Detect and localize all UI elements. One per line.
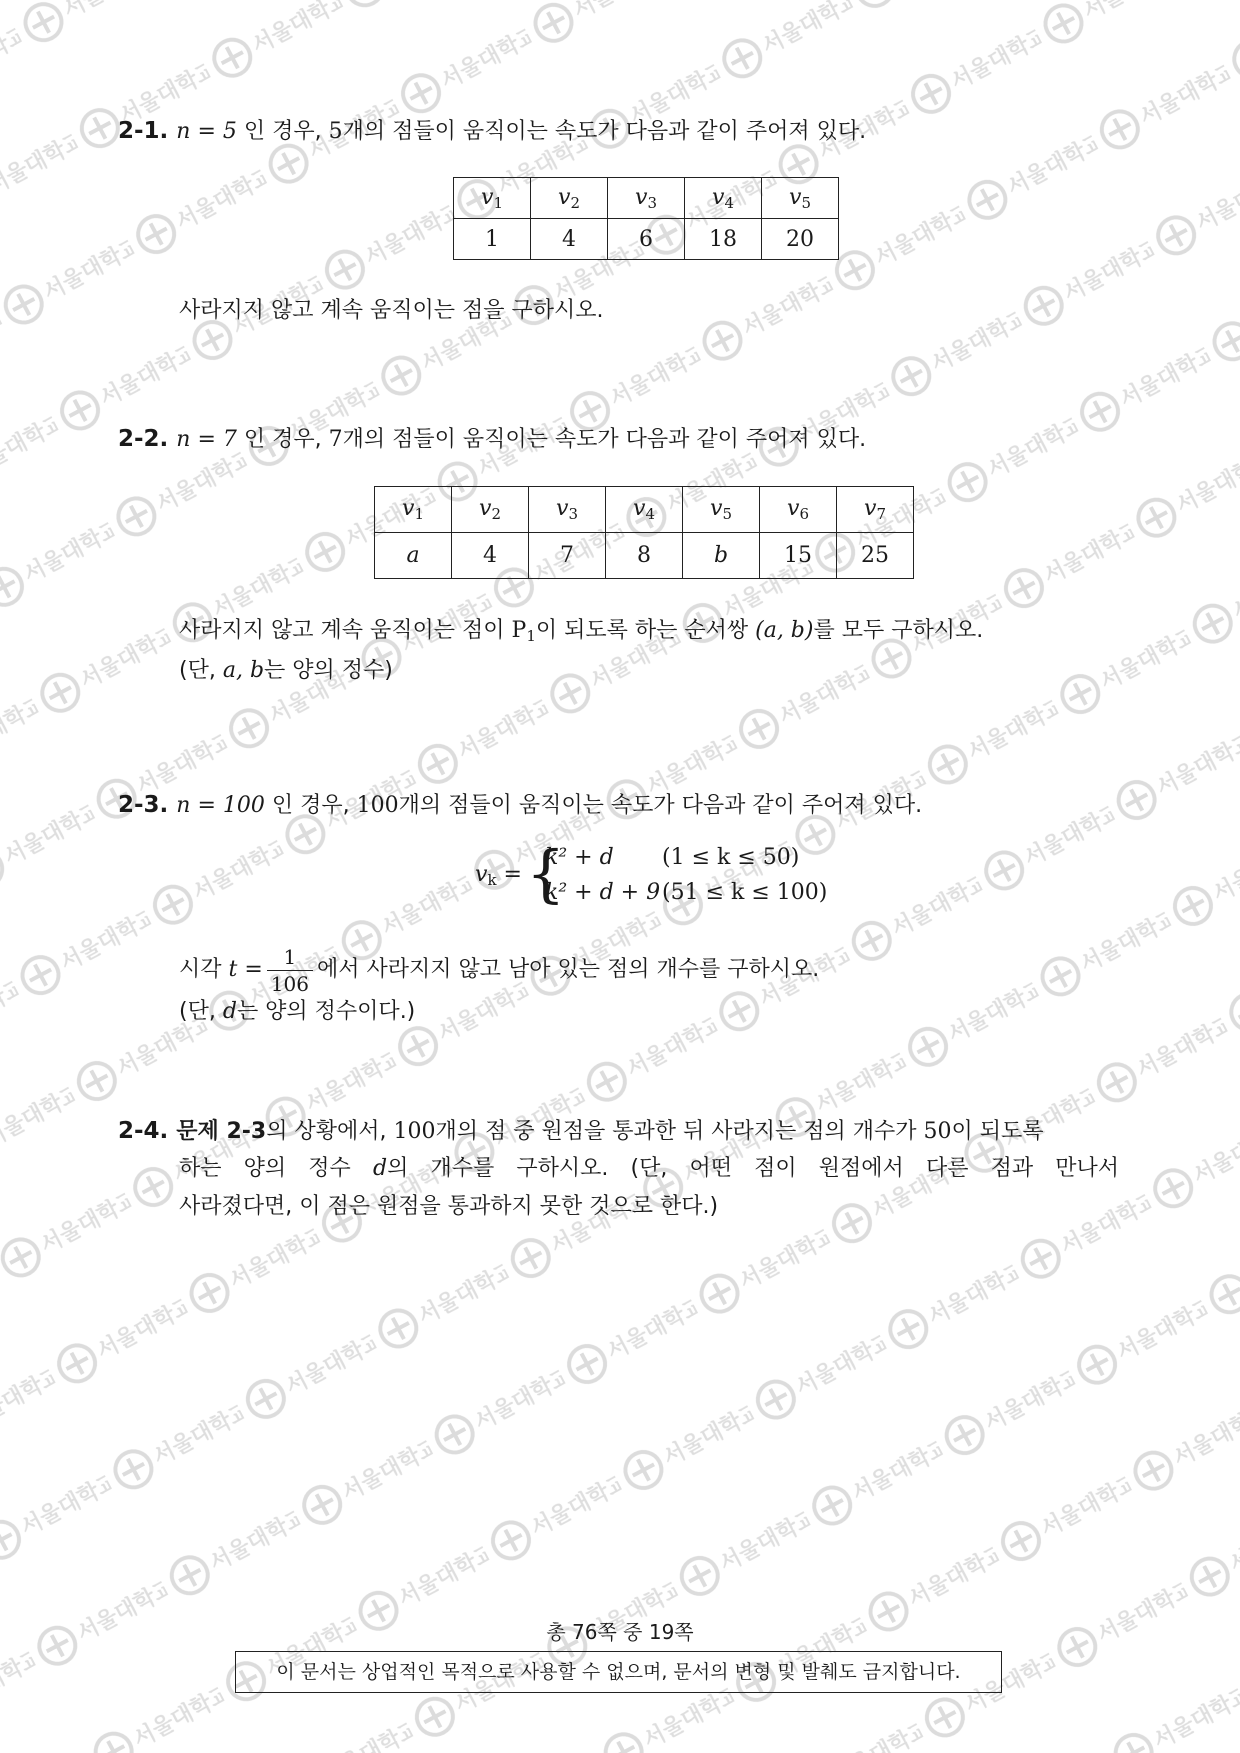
problem-2-1-question: 사라지지 않고 계속 움직이는 점을 구하시오. [179,298,604,323]
question-text: 를 모두 구하시오. [813,618,984,643]
formula-brace: { [526,837,566,910]
velocity-header: $v_1$ [454,178,531,219]
statement-text: 개의 점들이 움직이는 속도가 다음과 같이 주어져 있다. [342,427,867,452]
formula-case-1: k² + d [545,845,614,870]
copyright-notice: 이 문서는 상업적인 목적으로 사용할 수 없으며, 문서의 변형 및 발췌도 금지합니다. [235,1651,1002,1693]
page-number: 총 76쪽 중 19쪽 [546,1620,694,1644]
velocity-header: $v_3$ [529,487,606,533]
velocity-value: 20 [762,219,839,260]
velocity-table-2-2 [374,486,914,579]
question-text: 사라지지 않고 계속 움직이는 점이 [179,618,505,643]
formula-range-1: (1 ≤ k ≤ 50) [662,845,800,870]
problem-2-3-condition [179,993,415,1031]
problem-2-4-line-2 [179,1150,1119,1188]
point-count: 100 [393,1119,436,1144]
question-text: 시각 [179,957,222,982]
velocity-header: $v_5$ [762,178,839,219]
velocity-value: 18 [685,219,762,260]
velocity-header: $v_4$ [685,178,762,219]
velocity-value: 25 [837,533,914,579]
problem-number: 2-2. [118,426,169,452]
point-label: $P_1$ [511,618,536,645]
problem-reference: 문제 2-3 [176,1119,267,1144]
problem-number: 2-4. [118,1118,169,1144]
question-text: 이 되도록 [951,1119,1044,1144]
statement-text: 개의 점들이 움직이는 속도가 다음과 같이 주어져 있다. [342,119,867,144]
velocity-header: $v_5$ [683,487,760,533]
velocity-value: 4 [531,219,608,260]
velocity-value: 8 [606,533,683,579]
point-count: 7 [328,427,343,452]
statement-text: 개의 점들이 움직이는 속도가 다음과 같이 주어져 있다. [398,793,923,818]
velocity-value: b [683,533,760,579]
velocity-header: $v_1$ [375,487,452,533]
problem-2-4-line-3: 사라졌다면, 이 점은 원점을 통과하지 못한 것으로 한다.) [179,1194,719,1219]
velocity-value: 7 [529,533,606,579]
question-text: 의 상황에서, [266,1119,387,1144]
velocity-value: 15 [760,533,837,579]
condition-vars: a, b [222,658,265,683]
target-count: 50 [923,1119,952,1144]
velocity-table-2-1 [453,177,839,260]
problem-2-2-statement: 2-2. n = 7 인 경우, 7개의 점들이 움직이는 속도가 다음과 같이 주어져 있다. [118,426,867,452]
point-count: 5 [328,119,343,144]
problem-2-1-statement: 2-1. n = 5 인 경우, 5개의 점들이 움직이는 속도가 다음과 같이 주어져 있다. [118,118,867,144]
velocity-header: $v_6$ [760,487,837,533]
n-expression: n = 5 [176,119,237,144]
point-count: 100 [356,793,399,818]
velocity-value: 1 [454,219,531,260]
problem-number: 2-1. [118,118,169,144]
ordered-pair: (a, b) [755,618,814,643]
condition-var: d [222,999,237,1024]
velocity-header: $v_2$ [531,178,608,219]
condition-text: 는 양의 정수) [264,658,393,683]
question-text: 하는 양의 정수 [179,1156,351,1181]
velocity-value: 4 [452,533,529,579]
velocity-header: $v_3$ [608,178,685,219]
problem-2-4-line-1 [118,1112,1043,1151]
variable-d: d [372,1156,388,1181]
problem-number: 2-3. [118,792,169,818]
time-fraction: $\frac{1}{106}$ [267,944,313,997]
question-text: 개의 점 중 원점을 통과한 뒤 사라지는 점의 개수가 [435,1119,917,1144]
velocity-header: $v_4$ [606,487,683,533]
problem-2-2-question [179,612,983,655]
formula-range-2: (51 ≤ k ≤ 100) [662,880,828,905]
time-variable: t = [228,957,263,982]
problem-2-3-statement: 2-3. n = 100 인 경우, 100개의 점들이 움직이는 속도가 다음과 같이 주어져 있다. [118,792,923,818]
velocity-value: 6 [608,219,685,260]
n-expression: n = 7 [176,427,237,452]
formula-case-2: k² + d + 9 [545,880,661,905]
condition-text: (단, [179,999,216,1024]
n-expression: n = 100 [176,793,265,818]
velocity-header: $v_2$ [452,487,529,533]
velocity-value: a [375,533,452,579]
condition-text: 는 양의 정수이다.) [236,999,416,1024]
question-text: 의 개수를 구하시오. (단, 어떤 점이 원점에서 다른 점과 만나서 [387,1156,1120,1181]
formula-lhs: $v_k$ = [475,862,522,889]
problem-2-2-condition [179,652,393,690]
velocity-header: $v_7$ [837,487,914,533]
question-text: 에서 사라지지 않고 남아 있는 점의 개수를 구하시오. [316,957,820,982]
question-text: 이 되도록 하는 순서쌍 [535,618,749,643]
problem-2-3-question [179,940,819,1000]
condition-text: (단, [179,658,216,683]
